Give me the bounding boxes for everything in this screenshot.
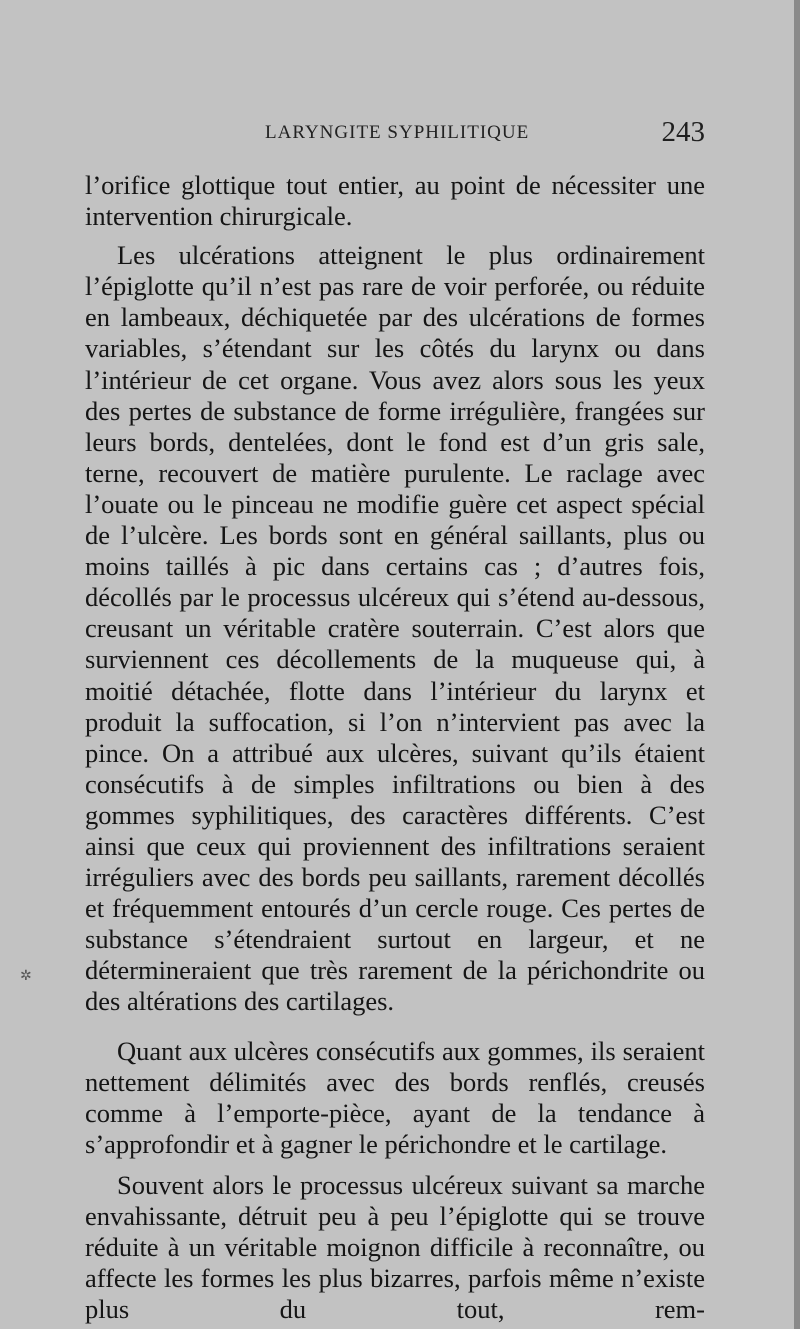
- body-text: [85, 170, 705, 1325]
- paragraph-1: l’orifice glottique tout entier, au point de nécessiter une intervention chirurgicale.: [85, 170, 705, 232]
- paragraph-2: Les ulcérations atteignent le plus ordinairement l’épiglotte qu’il n’est pas rare de voir perforée, ou réduite en lambeaux, déchiquetée par des ulcérations de formes variables, s’étendant sur les côtés du larynx ou dans l’intérieur de cet organe. Vous avez alors sous les yeux des pertes de substance de forme irrégulière, frangées sur leurs bords, dentelées, dont le fond est d’un gris sale, terne, recouvert de matière purulente. Le raclage avec l’ouate ou le pinceau ne modifie guère cet aspect spécial de l’ulcère. Les bords sont en général saillants, plus ou moins taillés à pic dans certains cas ; d’autres fois, décollés par le processus ulcéreux qui s’étend au-dessous, creusant un véritable cratère souterrain. C’est alors que surviennent ces décollements de la muqueuse qui, à moitié détachée, flotte dans l’intérieur du larynx et produit la suffocation, si l’on n’intervient pas avec la pince. On a attribué aux ulcères, suivant qu’ils étaient consécutifs à de simples infiltrations ou bien à des gommes syphilitiques, des caractères différents. C’est ainsi que ceux qui proviennent des infiltrations seraient irréguliers avec des bords peu saillants, rarement décollés et fréquemment entourés d’un cercle rouge. Ces pertes de substance s’étendraient surtout en largeur, et ne détermineraient que très rarement de la périchondrite ou des altérations des cartilages.: [85, 240, 705, 1017]
- page-number: 243: [661, 116, 705, 148]
- page-header: [115, 116, 705, 152]
- page-edge: [794, 0, 800, 1329]
- running-title: LARYNGITE SYPHILITIQUE: [265, 122, 530, 143]
- paragraph-3: Quant aux ulcères consécutifs aux gommes, ils seraient nettement délimités avec des bords renflés, creusés comme à l’emporte-pièce, ayant de la tendance à s’approfondir et à gagner le périchondre et le cartilage.: [85, 1035, 705, 1159]
- paragraph-4: Souvent alors le processus ulcéreux suivant sa marche envahissante, détruit peu à peu l’épiglotte qui se trouve réduite à un véritable moignon difficile à reconnaître, ou affecte les formes les plus bizarres, parfois même n’existe plus du tout, rem-: [85, 1169, 705, 1325]
- paper-speck-icon: ✲: [20, 969, 32, 984]
